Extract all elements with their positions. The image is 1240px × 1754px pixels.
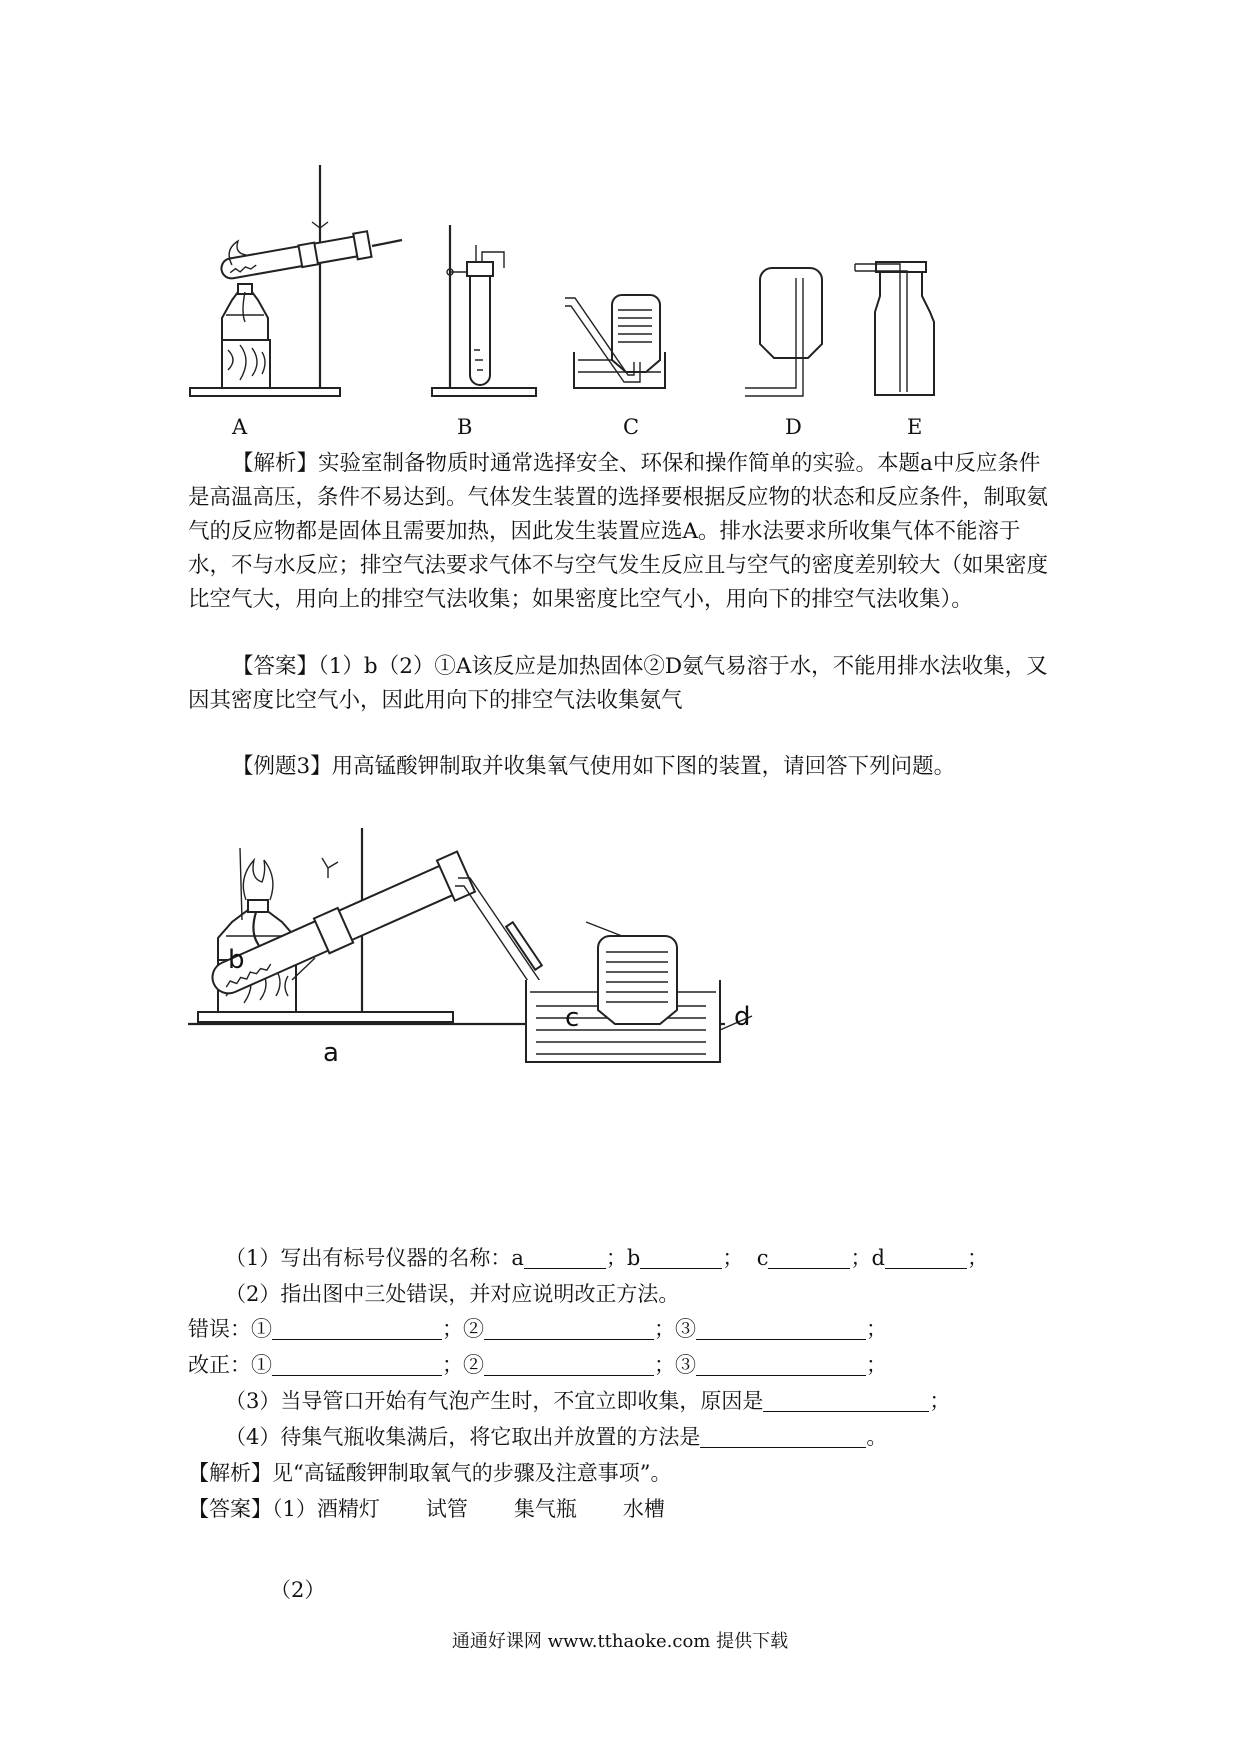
q1-d-blank[interactable] (885, 1246, 967, 1269)
q4-blank[interactable] (700, 1425, 866, 1448)
label-b-test-tube: b (228, 945, 245, 975)
question-3 (225, 1383, 950, 1419)
label-b: B (457, 415, 473, 439)
answer-item-lamp: 酒精灯 (316, 1497, 380, 1521)
circled-3: ③ (675, 1353, 696, 1377)
row-sep: ； (654, 1317, 675, 1341)
circled-3: ③ (675, 1317, 696, 1341)
label-d: D (785, 415, 802, 439)
question-1 (225, 1240, 988, 1276)
errors-row (188, 1311, 887, 1347)
apparatus-c-drawing (565, 295, 665, 388)
apparatus-b-drawing (432, 225, 536, 396)
q1-sep: ； (722, 1246, 744, 1270)
example-3-heading: 【例题3】用高锰酸钾制取并收集氧气使用如下图的装置，请回答下列问题。 (232, 754, 956, 779)
error-blank-3[interactable] (696, 1317, 866, 1340)
error-blank-1[interactable] (272, 1317, 442, 1340)
question-1-prefix: （1）写出有标号仪器的名称： (225, 1246, 512, 1270)
apparatus-figure-1 (0, 0, 1240, 420)
q4-end: 。 (866, 1425, 888, 1449)
analysis-paragraph-1: 【解析】实验室制备物质时通常选择安全、环保和操作简单的实验。本题a中反应条件是高温高压，条件不易达到。气体发生装置的选择要根据反应物的状态和反应条件，制取氨气的反应物都是固体且需要加热，因此发生装置应选A。排水法要求所收集气体不能溶于水，不与水反应；排空气法要求气体不与空气发生反应且与空气的密度差别较大（如果密度比空气大，用向上的排空气法收集；如果密度比空气小，用向下的排空气法收集）。 (188, 451, 1049, 612)
q1-b-blank[interactable] (640, 1246, 722, 1269)
circled-2: ② (463, 1317, 484, 1341)
q1-sep: ； (966, 1246, 988, 1270)
label-a: A (232, 415, 248, 439)
label-e: E (907, 415, 923, 439)
apparatus-a-drawing (190, 165, 402, 396)
circled-1: ① (251, 1353, 272, 1377)
answer-part-2: （2） (270, 1578, 326, 1602)
fix-blank-1[interactable] (272, 1353, 442, 1376)
circled-2: ② (463, 1353, 484, 1377)
row-sep: ； (442, 1353, 463, 1377)
answer-paragraph-1: 【答案】（1）b（2）①A该反应是加热固体②D氨气易溶于水，不能用排水法收集，又因其密度比空气小，因此用向下的排空气法收集氨气 (188, 654, 1048, 713)
question-4 (225, 1419, 887, 1455)
row-sep: ； (866, 1317, 887, 1341)
q1-c-letter: c (756, 1246, 769, 1270)
answer-2-prefix: 【答案】（1） (188, 1497, 317, 1521)
q1-c-blank[interactable] (768, 1246, 850, 1269)
fix-label: 改正： (188, 1353, 251, 1377)
analysis-paragraph-2: 【解析】见“高锰酸钾制取氧气的步骤及注意事项”。 (188, 1461, 672, 1485)
row-sep: ； (866, 1353, 887, 1377)
apparatus-d-drawing (745, 268, 822, 396)
question-3-text: （3）当导管口开始有气泡产生时，不宜立即收集，原因是 (225, 1389, 764, 1413)
q1-sep: ； (605, 1246, 627, 1270)
q1-a-letter: a (511, 1246, 524, 1270)
question-2: （2）指出图中三处错误，并对应说明改正方法。 (225, 1282, 680, 1306)
question-4-text: （4）待集气瓶收集满后，将它取出并放置的方法是 (225, 1425, 701, 1449)
q3-sep: ； (929, 1389, 951, 1413)
label-d-trough: d (734, 1002, 751, 1032)
apparatus-figure-2 (0, 820, 1240, 1220)
row-sep: ； (442, 1317, 463, 1341)
q1-b-letter: b (626, 1246, 641, 1270)
row-sep: ； (654, 1353, 675, 1377)
answer-row-2 (188, 1491, 665, 1527)
answer-item-test-tube: 试管 (425, 1497, 468, 1521)
q1-sep: ； (850, 1246, 872, 1270)
fix-blank-3[interactable] (696, 1353, 866, 1376)
fixes-row (188, 1347, 887, 1383)
error-blank-2[interactable] (484, 1317, 654, 1340)
answer-item-gas-bottle: 集气瓶 (513, 1497, 577, 1521)
q3-blank[interactable] (763, 1389, 929, 1412)
q1-a-blank[interactable] (524, 1246, 606, 1269)
circled-1: ① (251, 1317, 272, 1341)
q1-d-letter: d (871, 1246, 885, 1270)
apparatus-e-drawing (855, 262, 934, 395)
fix-blank-2[interactable] (484, 1353, 654, 1376)
error-label: 错误： (188, 1317, 251, 1341)
label-c-bottle: c (565, 1003, 580, 1033)
answer-item-trough: 水槽 (622, 1497, 665, 1521)
page-footer: 通通好课网 www.tthaoke.com 提供下载 (451, 1631, 789, 1652)
label-c: C (623, 415, 640, 439)
label-a-lamp: a (323, 1038, 339, 1068)
